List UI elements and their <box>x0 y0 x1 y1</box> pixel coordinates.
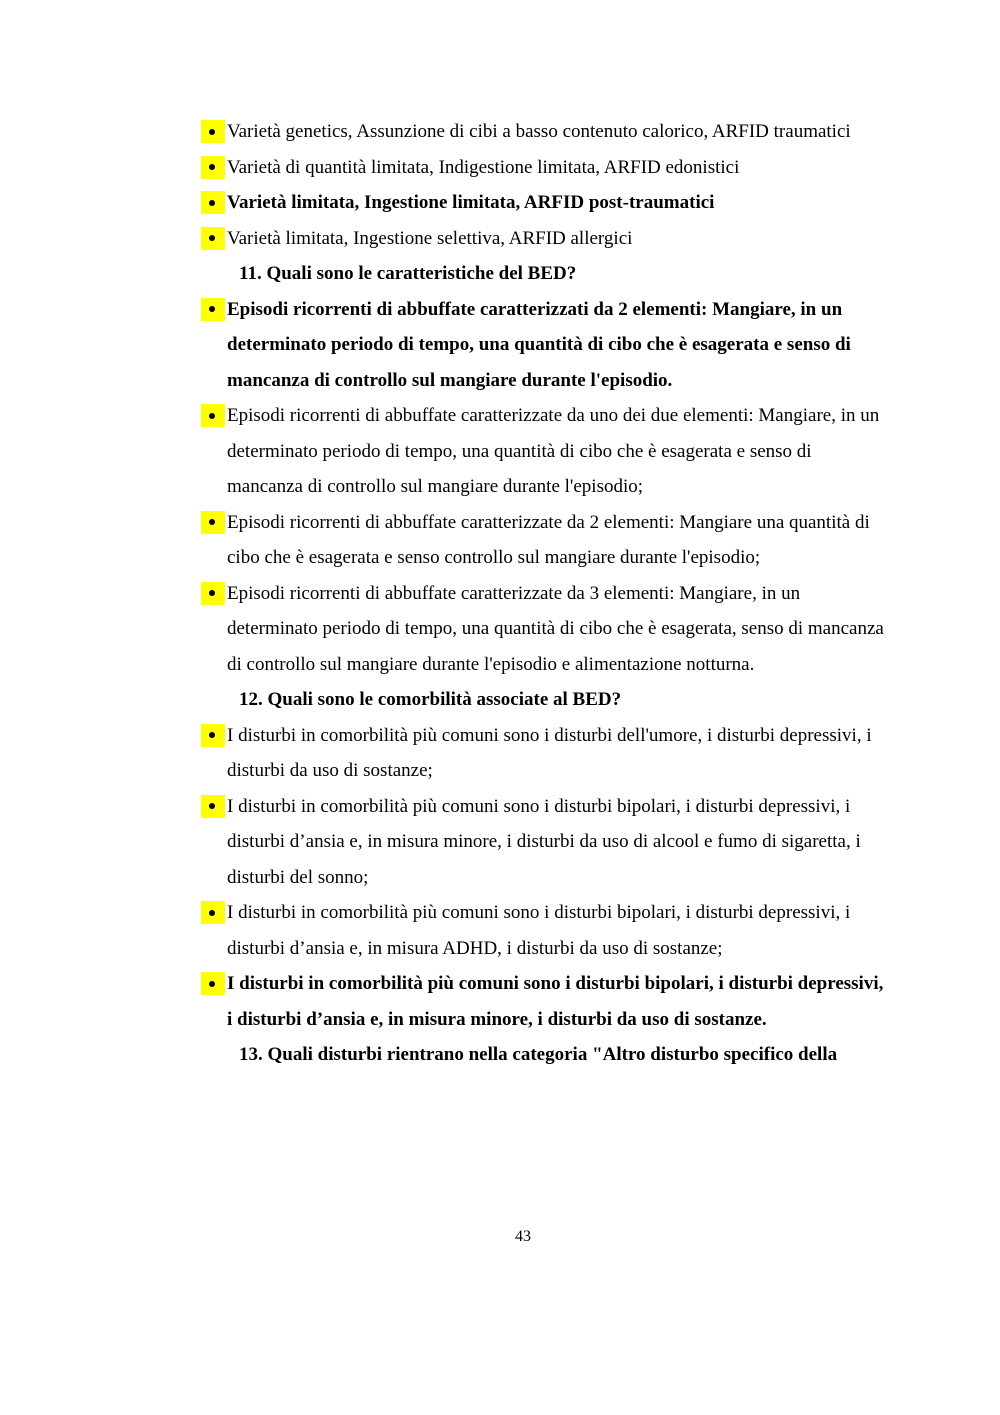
answer-option <box>201 895 891 966</box>
answer-option-text: I disturbi in comorbilità più comuni sono i disturbi dell'umore, i disturbi depressivi, i disturbi da uso di sostanze; <box>227 724 872 781</box>
answer-option <box>201 576 891 683</box>
answer-option-text: I disturbi in comorbilità più comuni sono i disturbi bipolari, i disturbi depressivi, i disturbi d’ansia e, in misura ADHD, i disturbi da uso di sostanze; <box>227 902 851 959</box>
answer-option-text: Varietà di quantità limitata, Indigestione limitata, ARFID edonistici <box>227 156 740 178</box>
highlighted-bullet-icon <box>201 901 225 924</box>
answer-option <box>201 398 891 505</box>
answer-option-text: Varietà limitata, Ingestione selettiva, ARFID allergici <box>227 227 633 249</box>
highlighted-bullet-icon <box>201 156 225 179</box>
answer-option-text: Episodi ricorrenti di abbuffate caratterizzate da uno dei due elementi: Mangiare, in un determinato periodo di tempo, una quantità di cibo che è esagerata e senso di mancanza di controllo sul mangiare durante l'episodio; <box>227 405 880 497</box>
page-content <box>201 114 891 1073</box>
highlighted-bullet-icon <box>201 972 225 995</box>
question-heading: 13. Quali disturbi rientrano nella categoria "Altro disturbo specifico della <box>239 1044 838 1065</box>
answer-option <box>201 221 891 257</box>
answer-option-text: Episodi ricorrenti di abbuffate caratterizzati da 2 elementi: Mangiare, in un determinato periodo di tempo, una quantità di cibo che è esagerata e senso di mancanza di controllo sul mangiare durante l'episodio. <box>227 298 851 391</box>
answer-option-text: Episodi ricorrenti di abbuffate caratterizzate da 3 elementi: Mangiare, in un determinato periodo di tempo, una quantità di cibo che è esagerata, senso di mancanza di controllo sul mangiare durante l'episodio e alimentazione notturna. <box>227 582 884 675</box>
highlighted-bullet-icon <box>201 724 225 747</box>
highlighted-bullet-icon <box>201 227 225 250</box>
correct-answer-option <box>201 292 891 399</box>
answer-option-text: Episodi ricorrenti di abbuffate caratterizzate da 2 elementi: Mangiare una quantità di cibo che è esagerata e senso controllo sul mangiare durante l'episodio; <box>227 511 870 568</box>
highlighted-bullet-icon <box>201 120 225 143</box>
question-heading: 11. Quali sono le caratteristiche del BED? <box>239 263 577 284</box>
answer-option-text: Varietà genetics, Assunzione di cibi a basso contenuto calorico, ARFID traumatici <box>227 121 851 142</box>
correct-answer-option <box>201 185 891 221</box>
highlighted-bullet-icon <box>201 795 225 818</box>
highlighted-bullet-icon <box>201 191 225 214</box>
highlighted-bullet-icon <box>201 298 225 321</box>
page-number: 43 <box>515 1228 531 1245</box>
highlighted-bullet-icon <box>201 582 225 605</box>
answer-option-text: I disturbi in comorbilità più comuni sono i disturbi bipolari, i disturbi depressivi, i disturbi d’ansia e, in misura minore, i disturbi da uso di sostanze. <box>227 973 884 1030</box>
answer-option <box>201 718 891 789</box>
answer-option <box>201 505 891 576</box>
answer-option-text: I disturbi in comorbilità più comuni sono i disturbi bipolari, i disturbi depressivi, i disturbi d’ansia e, in misura minore, i disturbi da uso di alcool e fumo di sigaretta, i disturbi del sonno; <box>227 795 861 888</box>
answer-option <box>201 150 891 186</box>
answer-option-text: Varietà limitata, Ingestione limitata, ARFID post-traumatici <box>227 192 715 213</box>
highlighted-bullet-icon <box>201 404 225 427</box>
question-heading: 12. Quali sono le comorbilità associate al BED? <box>239 689 622 710</box>
answer-option <box>201 789 891 896</box>
correct-answer-option <box>201 966 891 1037</box>
highlighted-bullet-icon <box>201 511 225 534</box>
answer-option <box>201 114 891 150</box>
